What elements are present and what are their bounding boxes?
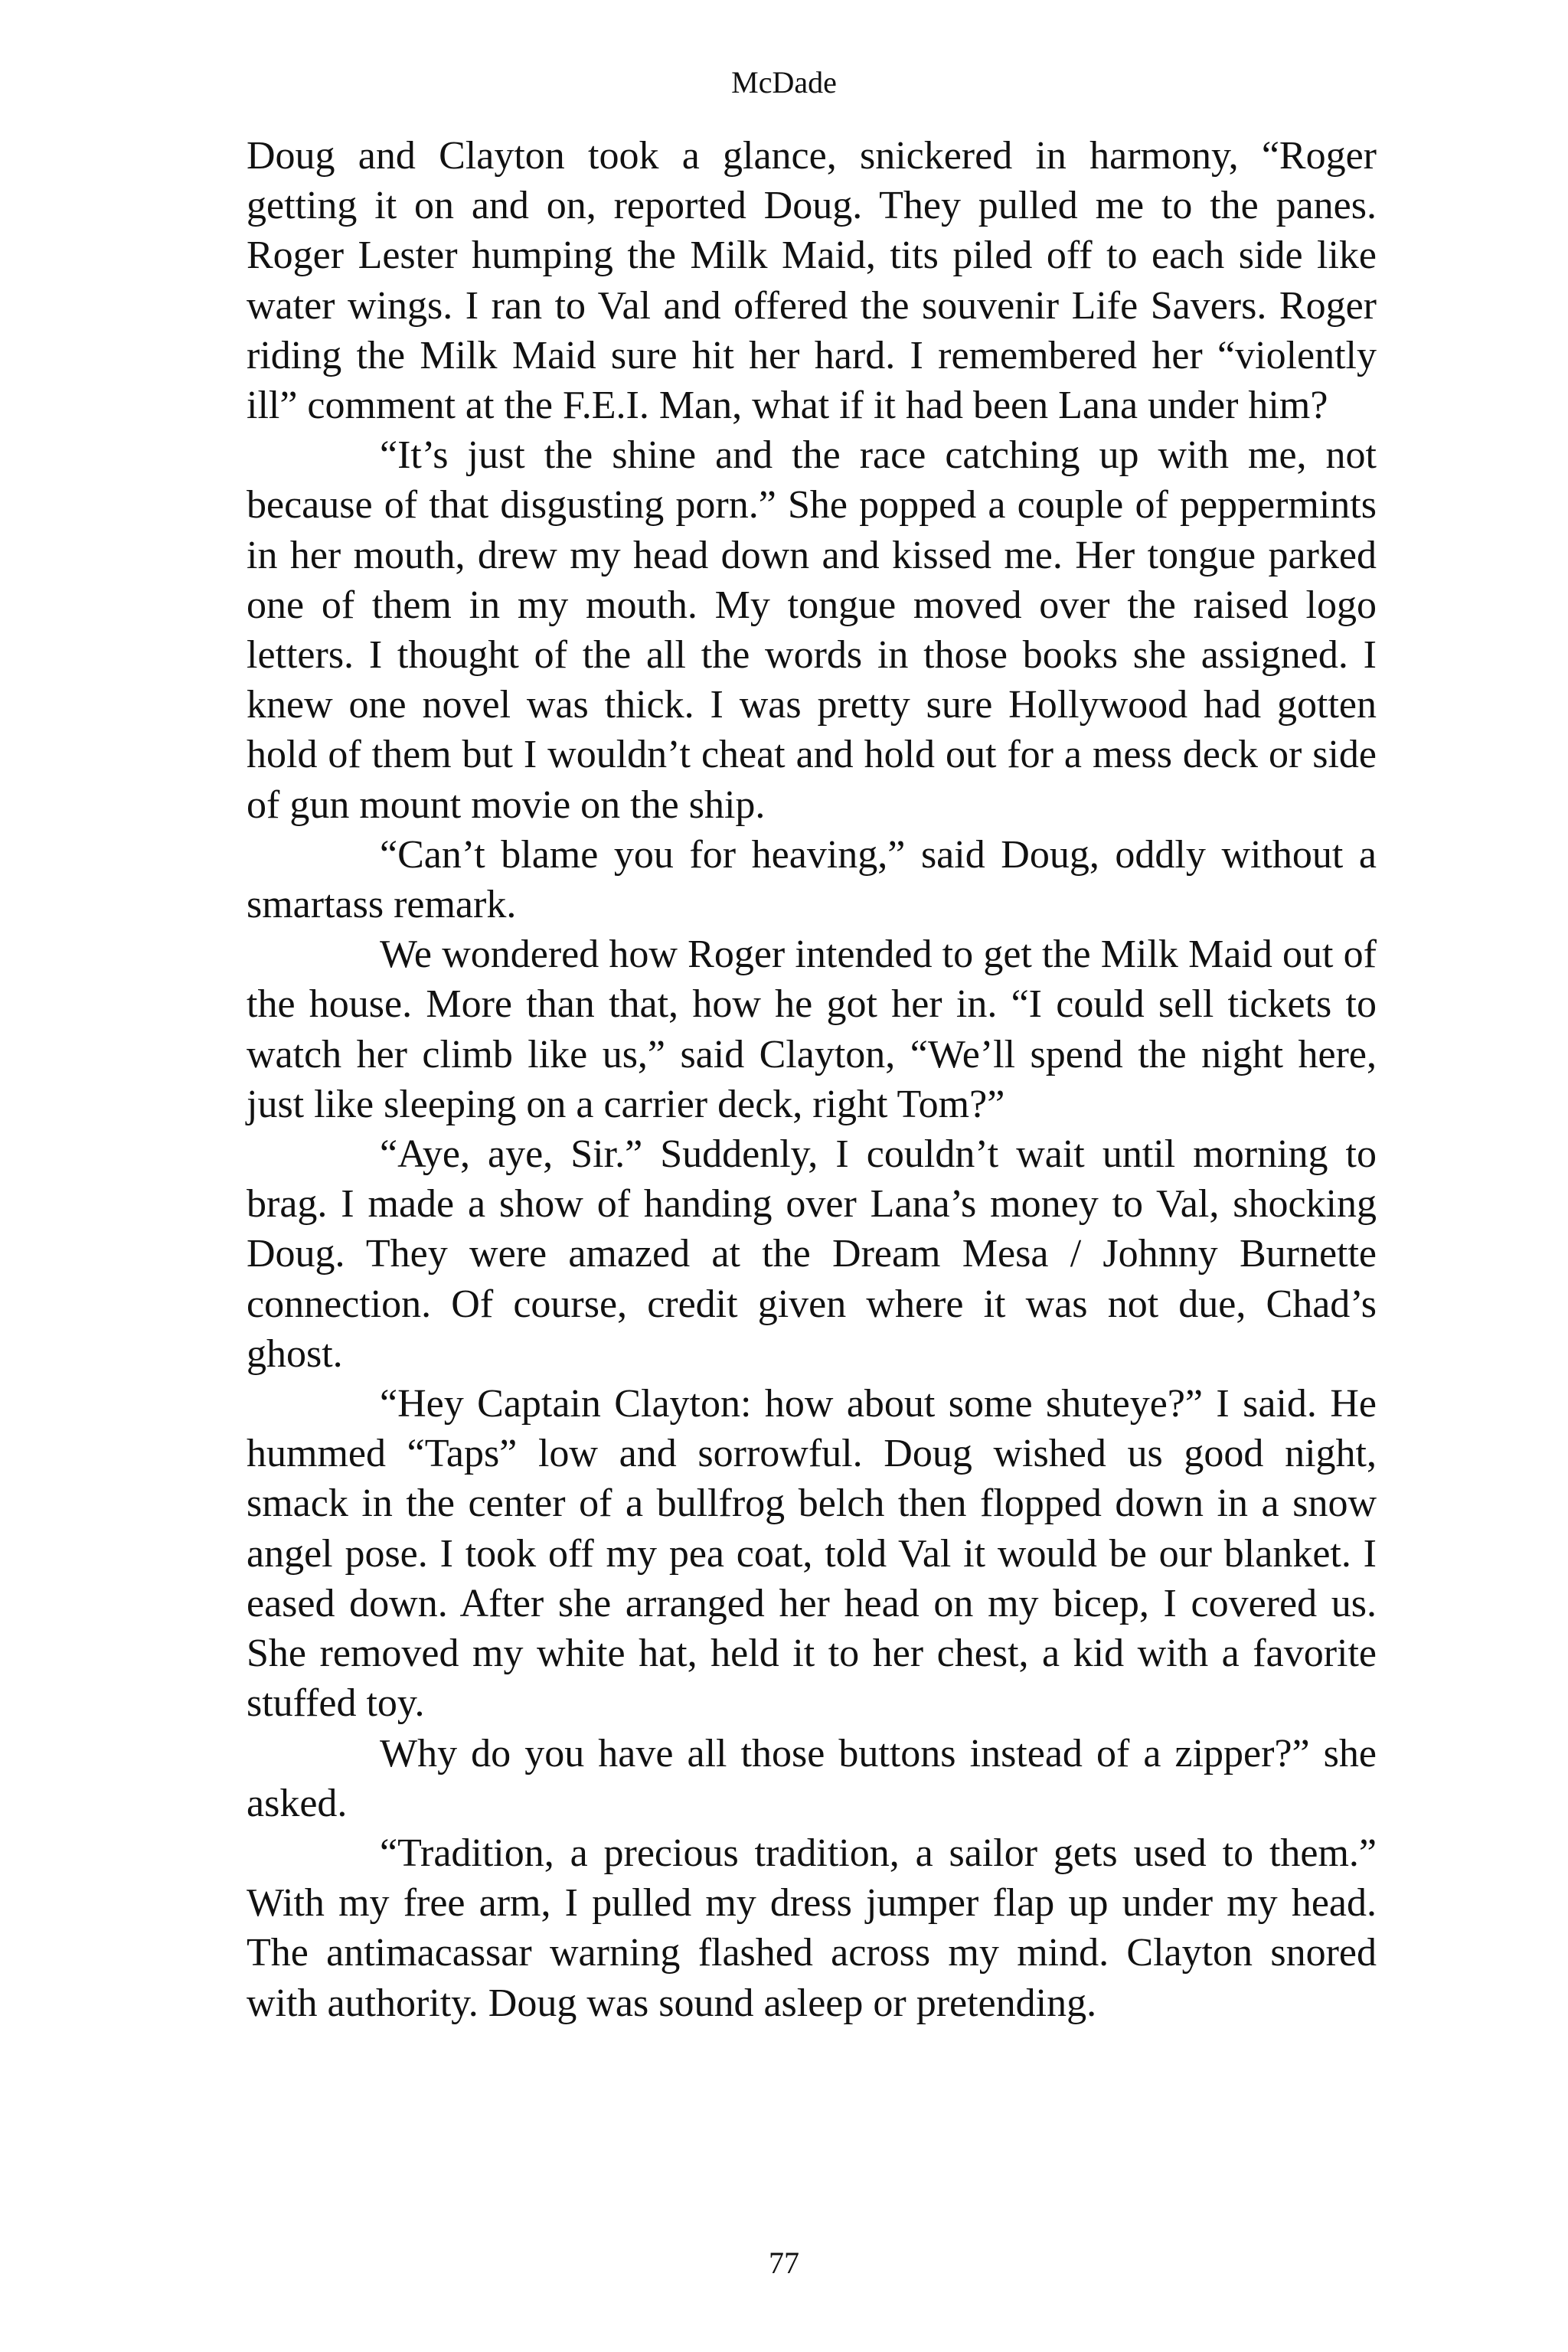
- paragraph: Why do you have all those buttons instead of a zipper?” she asked.: [247, 1731, 1377, 1825]
- paragraph: “Can’t blame you for heaving,” said Doug, oddly without a smartass remark.: [247, 832, 1377, 927]
- paragraph: “Tradition, a precious tradition, a sailor gets used to them.” With my free arm, I pulled my dress jumper flap up under my head. The antimacassar warning flashed across my mind. Clayton snored with authority. Doug was sound asleep or pretending.: [247, 1831, 1377, 2025]
- page-number: 77: [769, 2246, 799, 2280]
- body-text: [247, 131, 1377, 2028]
- paragraph: We wondered how Roger intended to get the Milk Maid out of the house. More than that, how he got her in. “I could sell tickets to watch her climb like us,” said Clayton, “We’ll spend the night here, just like sleeping on a carrier deck, right Tom?”: [247, 933, 1377, 1126]
- paragraph: Doug and Clayton took a glance, snickered in harmony, “Roger getting it on and on, reported Doug. They pulled me to the panes. Roger Lester humping the Milk Maid, tits piled off to each side like water wings. I ran to Val and offered the souvenir Life Savers. Roger riding the Milk Maid sure hit her hard. I remembered her “violently ill” comment at the F.E.I. Man, what if it had been Lana under him?: [247, 134, 1377, 428]
- paragraph: “Hey Captain Clayton: how about some shuteye?” I said. He hummed “Taps” low and sorrowful. Doug wished us good night, smack in the center of a bullfrog belch then flopped down in a snow angel pose. I took off my pea coat, told Val it would be our blanket. I eased down. After she arranged her head on my bicep, I covered us. She removed my white hat, held it to her chest, a kid with a favorite stuffed toy.: [247, 1382, 1377, 1726]
- paragraph: “It’s just the shine and the race catching up with me, not because of that disgusting porn.” She popped a couple of peppermints in her mouth, drew my head down and kissed me. Her tongue parked one of them in my mouth. My tongue moved over the raised logo letters. I thought of the all the words in those books she assigned. I knew one novel was thick. I was pretty sure Hollywood had gotten hold of them but I wouldn’t cheat and hold out for a mess deck or side of gun mount movie on the ship.: [247, 433, 1377, 827]
- running-head: McDade: [731, 65, 837, 100]
- paragraph: “Aye, aye, Sir.” Suddenly, I couldn’t wait until morning to brag. I made a show of handing over Lana’s money to Val, shocking Doug. They were amazed at the Dream Mesa / Johnny Burnette connection. Of course, credit given where it was not due, Chad’s ghost.: [247, 1132, 1377, 1376]
